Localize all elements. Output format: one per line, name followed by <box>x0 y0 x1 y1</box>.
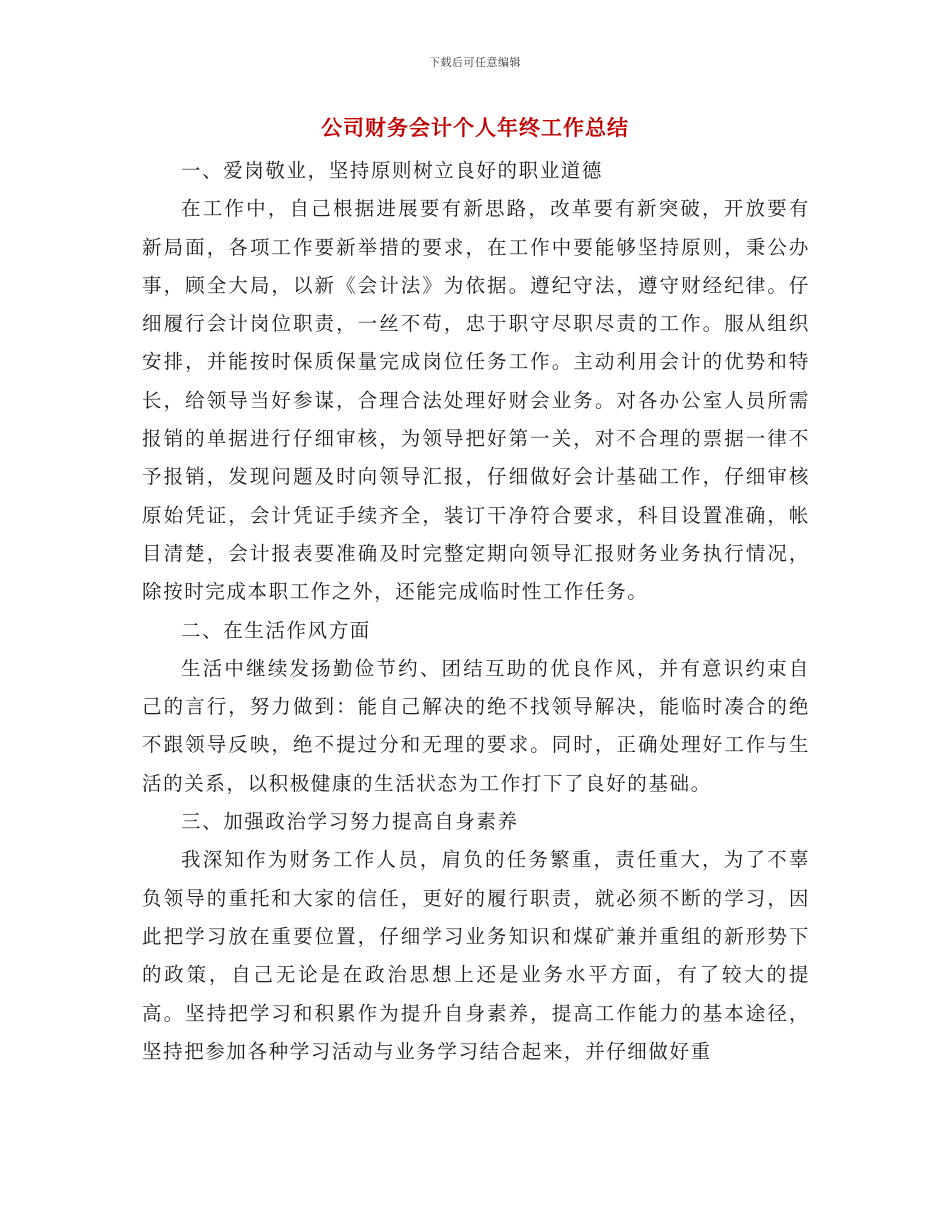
section-paragraph-2: 生活中继续发扬勤俭节约、团结互助的优良作风，并有意识约束自己的言行，努力做到：能自己解决的绝不找领导解决，能临时凑合的绝不跟领导反映，绝不提过分和无理的要求。同时，正确处理好工作与生活的关系，以积极健康的生活状态为工作打下了良好的基础。 <box>142 656 810 795</box>
section-paragraph-1: 在工作中，自己根据进展要有新思路，改革要有新突破，开放要有新局面，各项工作要新举措的要求，在工作中要能够坚持原则，秉公办事，顾全大局，以新《会计法》为依据。遵纪守法，遵守财经纪律。仔细履行会计岗位职责，一丝不苟，忠于职守尽职尽责的工作。服从组织安排，并能按时保质保量完成岗位任务工作。主动利用会计的优势和特长，给领导当好参谋，合理合法处理好财会业务。对各办公室人员所需报销的单据进行仔细审核，为领导把好第一关，对不合理的票据一律不予报销，发现问题及时向领导汇报，仔细做好会计基础工作，仔细审核原始凭证，会计凭证手续齐全，装订干净符合要求，科目设置准确，帐目清楚，会计报表要准确及时完整定期向领导汇报财务业务执行情况，除按时完成本职工作之外，还能完成临时性工作任务。 <box>142 197 810 604</box>
document-title: 公司财务会计个人年终工作总结 <box>321 115 629 140</box>
section-paragraph-3: 我深知作为财务工作人员，肩负的任务繁重，责任重大，为了不辜负领导的重托和大家的信任，更好的履行职责，就必须不断的学习，因此把学习放在重要位置，仔细学习业务知识和煤矿兼并重组的新形势下的政策，自己无论是在政治思想上还是业务水平方面，有了较大的提高。坚持把学习和积累作为提升自身素养，提高工作能力的基本途径，坚持把参加各种学习活动与业务学习结合起来，并仔细做好重 <box>142 848 810 1063</box>
section-heading-1: 一、爱岗敬业，坚持原则树立良好的职业道德 <box>181 159 604 182</box>
header-note: 下载后可任意编辑 <box>429 56 521 69</box>
document-body <box>142 152 810 1071</box>
section-heading-3: 三、加强政治学习努力提高自身素养 <box>181 810 519 834</box>
section-heading-2: 二、在生活作风方面 <box>181 618 371 642</box>
